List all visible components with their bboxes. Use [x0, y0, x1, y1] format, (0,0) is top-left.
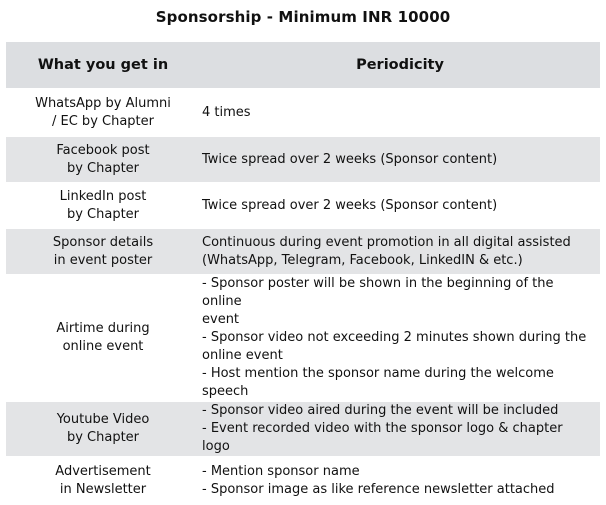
row-benefit	[6, 229, 200, 275]
row-periodicity	[200, 137, 600, 183]
table-row	[6, 183, 600, 229]
periodicity-line: - Host mention the sponsor name during the welcome speech	[202, 366, 554, 399]
periodicity-line: event	[202, 312, 240, 327]
periodicity-line: Twice spread over 2 weeks (Sponsor content)	[202, 151, 498, 167]
benefit-line: Sponsor details	[52, 234, 154, 250]
periodicity-line: - Mention sponsor name	[202, 463, 360, 479]
row-periodicity	[200, 229, 600, 275]
benefit-line: by Chapter	[66, 206, 140, 222]
benefit-line: Advertisement	[55, 463, 151, 479]
benefit-line: LinkedIn post	[59, 188, 147, 204]
periodicity-line: Continuous during event promotion in all digital assisted	[202, 234, 571, 250]
header-periodicity: Periodicity	[200, 42, 600, 89]
benefit-line: WhatsApp by Alumni	[35, 95, 171, 111]
table-header-row	[6, 42, 600, 89]
table-row	[6, 137, 600, 183]
row-periodicity	[200, 275, 600, 402]
periodicity-line: (WhatsApp, Telegram, Facebook, LinkedIN & etc.)	[202, 252, 523, 268]
periodicity-line: - Sponsor video not exceeding 2 minutes shown during the	[202, 330, 587, 345]
header-what-you-get-in: What you get in	[6, 42, 200, 89]
benefit-line: by Chapter	[66, 160, 140, 176]
row-periodicity	[200, 457, 600, 505]
periodicity-line: - Event recorded video with the sponsor logo & chapter logo	[202, 421, 563, 454]
benefit-line: Airtime during	[56, 321, 150, 336]
benefit-line: Facebook post	[56, 142, 150, 158]
table-row	[6, 275, 600, 402]
benefit-line: online event	[62, 339, 144, 354]
periodicity-line: online event	[202, 348, 283, 363]
periodicity-line: - Sponsor video aired during the event will be included	[202, 403, 559, 418]
row-benefit	[6, 89, 200, 137]
periodicity-line: - Sponsor image as like reference newsletter attached	[202, 481, 555, 497]
table-row	[6, 457, 600, 505]
page-title: Sponsorship - Minimum INR 10000	[155, 8, 451, 26]
row-benefit	[6, 137, 200, 183]
benefit-line: by Chapter	[66, 430, 140, 445]
table-row	[6, 229, 600, 275]
benefit-line: / EC by Chapter	[52, 113, 154, 129]
sponsorship-table	[6, 42, 600, 505]
row-periodicity	[200, 402, 600, 457]
row-benefit	[6, 457, 200, 505]
row-benefit	[6, 183, 200, 229]
benefit-line: Youtube Video	[56, 412, 150, 427]
benefit-line: in Newsletter	[59, 481, 147, 497]
table-row	[6, 89, 600, 137]
row-periodicity	[200, 183, 600, 229]
row-benefit	[6, 402, 200, 457]
periodicity-line: - Sponsor poster will be shown in the beginning of the online	[202, 276, 554, 309]
periodicity-line: 4 times	[202, 104, 251, 120]
table-row	[6, 402, 600, 457]
benefit-line: in event poster	[53, 252, 153, 268]
row-benefit	[6, 275, 200, 402]
row-periodicity	[200, 89, 600, 137]
periodicity-line: Twice spread over 2 weeks (Sponsor content)	[202, 197, 498, 213]
